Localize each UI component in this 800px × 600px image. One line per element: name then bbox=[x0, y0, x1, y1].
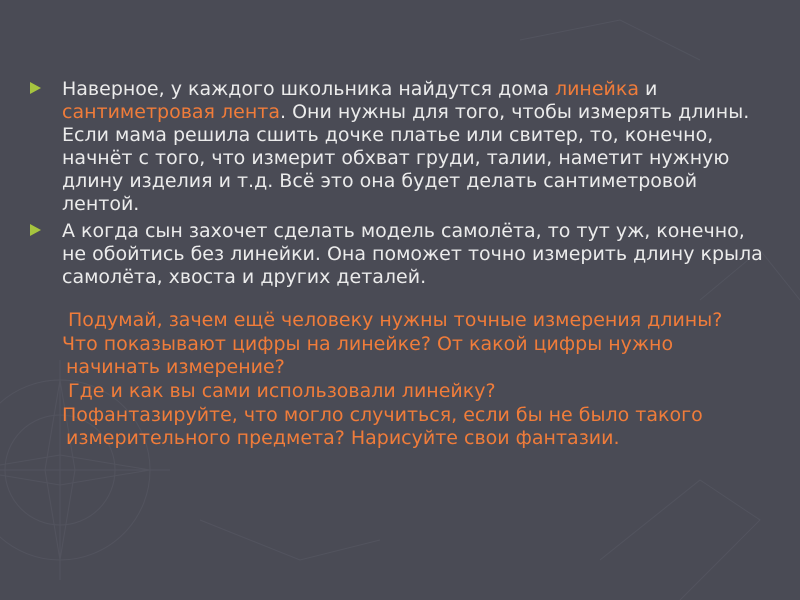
question-4 bbox=[30, 404, 770, 450]
slide-content bbox=[30, 78, 770, 451]
question-2-line-2: начинать измерение? bbox=[66, 356, 285, 378]
paragraph-1 bbox=[30, 78, 770, 216]
question-2-line-1: Что показывают цифры на линейке? От какой цифры нужно bbox=[62, 333, 674, 355]
question-4-line-1: Пофантазируйте, что могло случиться, если бы не было такого bbox=[62, 404, 703, 426]
bullet-arrow-icon bbox=[30, 82, 41, 94]
paragraph-2-text: А когда сын захочет сделать модель самолёта, то тут уж, конечно, не обойтись без линейки. Она поможет точно измерить длину крыла самолёта, хвоста и других деталей. bbox=[62, 220, 763, 288]
questions-block bbox=[30, 309, 770, 450]
question-2 bbox=[30, 333, 770, 379]
question-4-line-2: измерительного предмета? Нарисуйте свои фантазии. bbox=[66, 427, 620, 449]
paragraph-1-text-b: и bbox=[639, 78, 658, 100]
highlight-ruler: линейка bbox=[554, 78, 640, 100]
highlight-tape-measure: сантиметровая лента bbox=[62, 101, 280, 123]
bullet-arrow-icon bbox=[30, 224, 41, 236]
paragraph-1-text-c: . Они нужны для того, чтобы измерять длины. Если мама решила сшить дочке платье или свитер, то, конечно, начнёт с того, что измерит обхват груди, талии, наметит нужную длину изделия и т.д. Всё это она будет делать сантиметровой лентой. bbox=[62, 101, 750, 215]
paragraph-1-text-a: Наверное, у каждого школьника найдутся дома bbox=[62, 78, 555, 100]
paragraph-2 bbox=[30, 220, 770, 289]
question-1: Подумай, зачем ещё человеку нужны точные измерения длины? bbox=[68, 309, 723, 331]
question-3: Где и как вы сами использовали линейку? bbox=[68, 380, 496, 402]
